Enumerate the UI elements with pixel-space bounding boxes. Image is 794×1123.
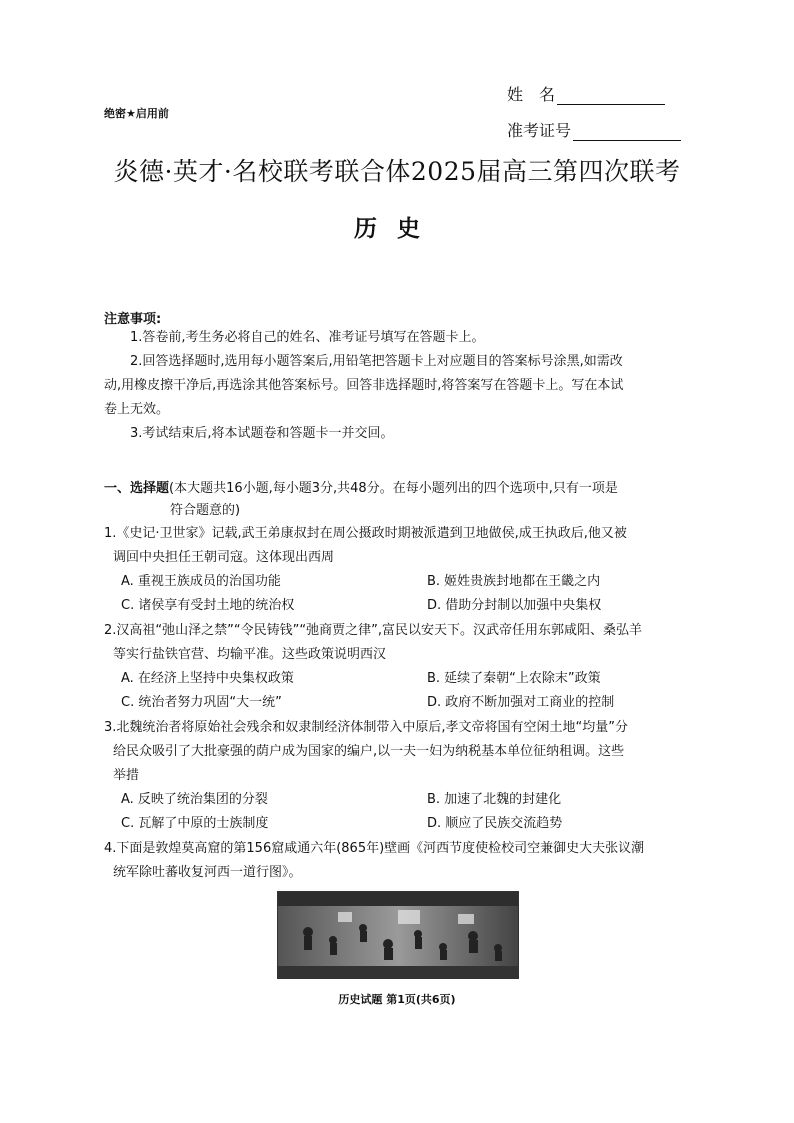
question-4: [104, 837, 698, 885]
question-stem: 等实行盐铁官营、均输平准。这些政策说明西汉: [113, 647, 387, 662]
notice-body: [104, 326, 696, 446]
section-desc: (本大题共16小题,每小题3分,共48分。在每小题列出的四个选项中,只有一项是: [169, 481, 618, 496]
question-stem: 举措: [113, 768, 140, 783]
exam-id-label: 准考证号: [507, 121, 572, 140]
option-d[interactable]: D. 顺应了民族交流趋势: [427, 816, 563, 831]
question-stem: 统军除吐蕃收复河西一道行图》。: [113, 865, 302, 880]
confidential-label: 绝密★启用前: [104, 107, 169, 120]
question-3: [104, 716, 698, 836]
name-field-row: [507, 82, 665, 105]
option-b[interactable]: B. 加速了北魏的封建化: [427, 792, 562, 807]
notice-item: 2.回答选择题时,选用每小题答案后,用铅笔把答题卡上对应题目的答案标号涂黑,如需改: [130, 354, 623, 369]
notice-heading: 注意事项:: [104, 312, 162, 327]
question-stem: 2.汉高祖“弛山泽之禁”“令民铸钱”“弛商贾之律”,富民以安天下。汉武帝任用东郭咸阳、桑弘羊: [104, 623, 642, 638]
option-d[interactable]: D. 政府不断加强对工商业的控制: [427, 695, 615, 710]
notice-item: 动,用橡皮擦干净后,再选涂其他答案标号。回答非选择题时,将答案写在答题卡上。写在本试: [104, 378, 624, 393]
question-stem: 给民众吸引了大批豪强的荫户成为国家的编户,以一夫一妇为纳税基本单位征纳租调。这些: [113, 744, 625, 759]
name-label: 姓 名: [507, 85, 556, 104]
mural-illustration: [278, 892, 518, 978]
option-a[interactable]: A. 反映了统治集团的分裂: [121, 792, 268, 807]
question-stem: 1.《史记·卫世家》记载,武王弟康叔封在周公摄政时期被派遣到卫地做侯,成王执政后,他又被: [104, 526, 627, 541]
option-c[interactable]: C. 瓦解了中原的士族制度: [121, 816, 269, 831]
section-desc-cont: 符合题意的): [170, 503, 241, 518]
question-stem: 调回中央担任王朝司寇。这体现出西周: [113, 550, 335, 565]
section-heading: [104, 478, 704, 522]
option-a[interactable]: A. 重视王族成员的治国功能: [121, 574, 281, 589]
subject-title: 历史: [354, 215, 440, 242]
option-d[interactable]: D. 借助分封制以加强中央集权: [427, 598, 602, 613]
exam-id-field-row: [507, 118, 681, 141]
question-stem: 3.北魏统治者将原始社会残余和奴隶制经济体制带入中原后,孝文帝将国有空闲土地“均量”分: [104, 720, 629, 735]
section-title: 一、选择题: [104, 481, 170, 496]
option-a[interactable]: A. 在经济上坚持中央集权政策: [121, 671, 294, 686]
notice-item: 3.考试结束后,将本试题卷和答题卡一并交回。: [130, 426, 394, 441]
question-stem: 4.下面是敦煌莫高窟的第156窟咸通六年(865年)壁画《河西节度使检校司空兼御史大夫张议潮: [104, 841, 645, 856]
notice-item: 卷上无效。: [104, 402, 170, 417]
notice-item: 1.答卷前,考生务必将自己的姓名、准考证号填写在答题卡上。: [130, 330, 485, 345]
mural-image: [277, 891, 519, 979]
option-b[interactable]: B. 姬姓贵族封地都在王畿之内: [427, 574, 601, 589]
option-c[interactable]: C. 诸侯享有受封土地的统治权: [121, 598, 295, 613]
question-2: [104, 619, 698, 715]
page-footer: 历史试题 第1页(共6页): [338, 993, 456, 1006]
exam-id-blank[interactable]: [573, 122, 681, 141]
question-1: [104, 522, 698, 618]
name-blank[interactable]: [557, 86, 665, 105]
option-c[interactable]: C. 统治者努力巩固“大一统”: [121, 695, 282, 710]
exam-title: 炎德·英才·名校联考联合体2025届高三第四次联考: [113, 157, 681, 186]
option-b[interactable]: B. 延续了秦朝“上农除末”政策: [427, 671, 601, 686]
